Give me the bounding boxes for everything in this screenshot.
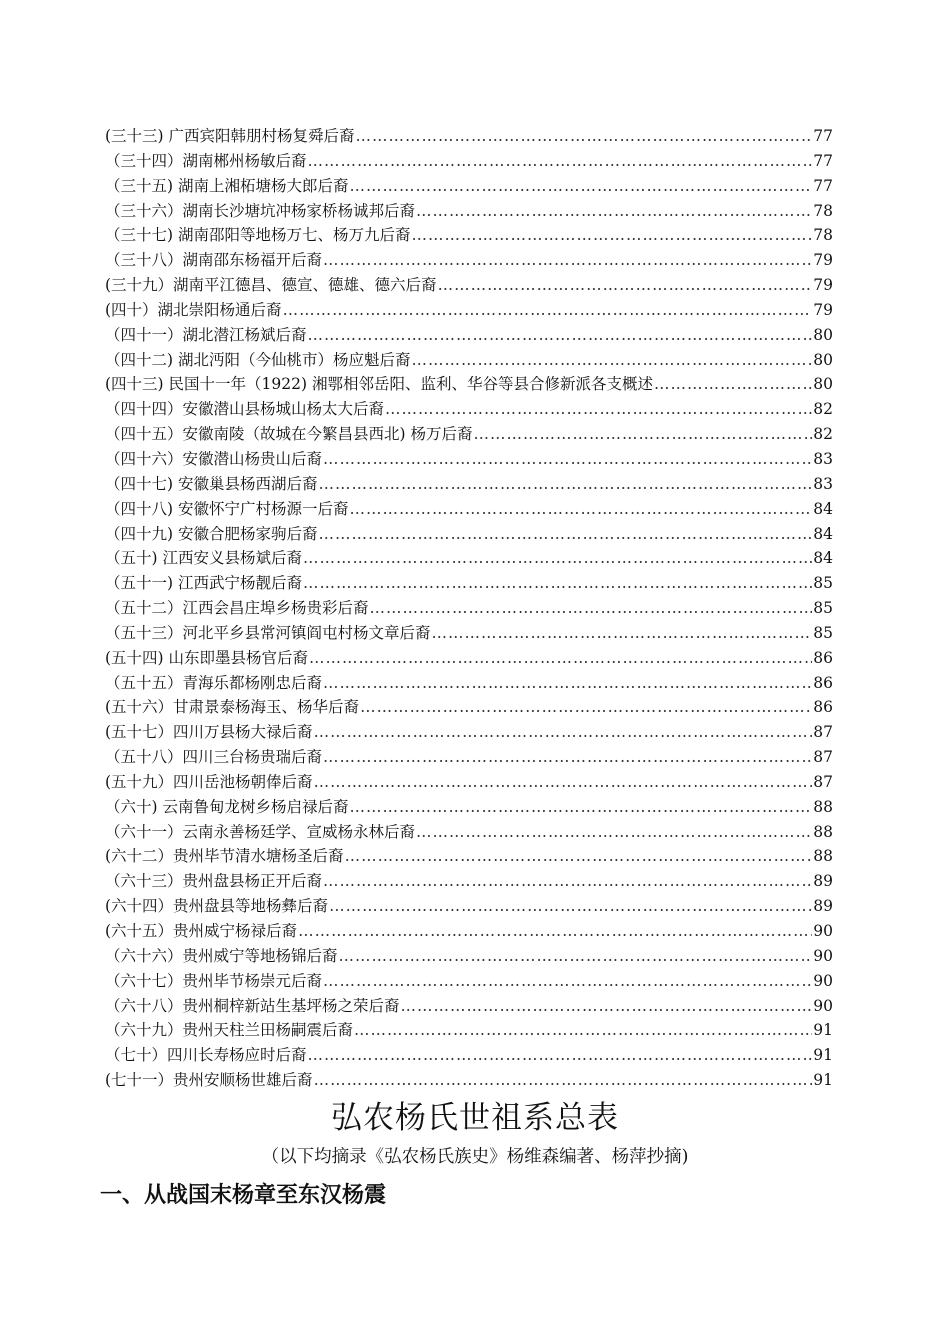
toc-entry (105, 199, 833, 224)
toc-entry-page: 90 (813, 996, 833, 1015)
toc-entry-page: 80 (813, 325, 833, 344)
toc-dot-leader (416, 820, 812, 845)
toc-entry-page: 88 (813, 822, 833, 841)
toc-dot-leader (308, 149, 813, 174)
toc-dot-leader (432, 621, 813, 646)
toc-entry-title: （五十) 江西安义县杨斌后裔 (105, 549, 302, 568)
toc-entry-page: 87 (813, 723, 833, 742)
toc-dot-leader (323, 745, 812, 770)
toc-entry-page: 77 (813, 151, 833, 170)
toc-entry (105, 273, 833, 298)
toc-entry-page: 85 (813, 599, 833, 618)
toc-entry (105, 422, 833, 447)
toc-dot-leader (401, 994, 813, 1019)
toc-entry-page: 77 (813, 176, 833, 195)
toc-entry (105, 646, 833, 671)
toc-entry-title: (七十一）贵州安顺杨世雄后裔 (105, 1071, 313, 1090)
toc-entry-title: （六十六）贵州威宁等地杨锦后裔 (105, 946, 338, 965)
toc-entry (105, 248, 833, 273)
toc-entry-page: 87 (813, 772, 833, 791)
toc-dot-leader (323, 447, 812, 472)
toc-dot-leader (323, 969, 812, 994)
toc-dot-leader (314, 1068, 813, 1093)
toc-entry-page: 85 (813, 623, 833, 642)
toc-entry-title: （四十一）湖北潜江杨斌后裔 (105, 325, 307, 344)
toc-entry (105, 1043, 833, 1068)
toc-entry-title: （四十七) 安徽巢县杨西湖后裔 (105, 474, 318, 493)
toc-entry (105, 621, 833, 646)
toc-dot-leader (318, 472, 812, 497)
toc-entry (105, 994, 833, 1019)
toc-entry (105, 1068, 833, 1093)
toc-entry-page: 83 (813, 474, 833, 493)
toc-entry-title: （六十) 云南鲁甸龙树乡杨启禄后裔 (105, 797, 349, 816)
toc-entry-title: (六十四）贵州盘县等地杨彝后裔 (105, 897, 329, 916)
toc-entry-page: 84 (813, 524, 833, 543)
toc-entry-page: 91 (813, 1071, 833, 1090)
toc-dot-leader (323, 869, 812, 894)
toc-entry (105, 1018, 833, 1043)
toc-entry-title: （五十五）青海乐都杨刚忠后裔 (105, 673, 323, 692)
toc-entry-title: （三十六）湖南长沙塘坑冲杨家桥杨诚邦后裔 (105, 201, 416, 220)
toc-dot-leader (303, 571, 812, 596)
toc-entry-title: （四十八) 安徽怀宁广村杨源一后裔 (105, 499, 349, 518)
toc-entry (105, 174, 833, 199)
toc-entry (105, 546, 833, 571)
toc-entry-page: 80 (813, 350, 833, 369)
toc-entry-title: （四十五）安徽南陵（故城在今繁昌县西北) 杨万后裔 (105, 425, 473, 444)
toc-dot-leader (323, 671, 812, 696)
toc-entry (105, 944, 833, 969)
toc-entry-page: 82 (813, 425, 833, 444)
toc-entry-page: 89 (813, 897, 833, 916)
toc-dot-leader (303, 546, 812, 571)
toc-dot-leader (354, 1018, 812, 1043)
toc-entry-title: (四十）湖北崇阳杨通后裔 (105, 300, 282, 319)
toc-dot-leader (360, 695, 812, 720)
toc-entry-page: 89 (813, 872, 833, 891)
toc-entry-page: 88 (813, 797, 833, 816)
toc-entry (105, 472, 833, 497)
toc-entry-page: 79 (813, 251, 833, 270)
toc-entry (105, 695, 833, 720)
toc-entry (105, 596, 833, 621)
toc-dot-leader (411, 348, 812, 373)
toc-entry-title: （七十）四川长寿杨应时后裔 (105, 1046, 307, 1065)
toc-dot-leader (298, 919, 812, 944)
toc-entry (105, 969, 833, 994)
toc-dot-leader (318, 522, 812, 547)
toc-dot-leader (308, 1043, 813, 1068)
toc-dot-leader (323, 248, 812, 273)
toc-dot-leader (349, 174, 812, 199)
toc-dot-leader (314, 770, 813, 795)
toc-entry-title: （三十八）湖南邵东杨福开后裔 (105, 251, 323, 270)
main-title: 弘农杨氏世祖系总表 (331, 1100, 619, 1136)
toc-entry (105, 720, 833, 745)
toc-dot-leader (329, 894, 812, 919)
toc-entry (105, 844, 833, 869)
toc-entry-page: 90 (813, 922, 833, 940)
toc-dot-leader (370, 596, 813, 621)
toc-dot-leader (308, 323, 813, 348)
toc-entry-title: （五十三）河北平乡县常河镇阎屯村杨文章后裔 (105, 623, 431, 642)
toc-entry-page: 90 (813, 946, 833, 965)
toc-entry-page: 77 (813, 127, 833, 145)
toc-entry-title: （三十五) 湖南上湘柘塘杨大郎后裔 (105, 176, 349, 195)
toc-entry (105, 348, 833, 373)
toc-entry-title: （六十七）贵州毕节杨崇元后裔 (105, 971, 323, 990)
toc-entry-title: （四十四）安徽潜山县杨城山杨太大后裔 (105, 400, 385, 419)
toc-dot-leader (411, 223, 812, 248)
toc-dot-leader (416, 199, 812, 224)
toc-entry-title: (五十六）甘肃景泰杨海玉、杨华后裔 (105, 698, 360, 717)
toc-entry (105, 149, 833, 174)
toc-dot-leader (438, 273, 813, 298)
toc-entry-page: 86 (813, 648, 833, 667)
toc-entry-title: （六十三）贵州盘县杨正开后裔 (105, 872, 323, 891)
toc-dot-leader (654, 372, 812, 397)
section-heading: 一、从战国末杨章至东汉杨震 (100, 1183, 387, 1208)
toc-entry (105, 323, 833, 348)
toc-dot-leader (283, 298, 813, 323)
toc-entry-title: (四十三) 民国十一年（1922) 湘鄂相邻岳阳、监利、华谷等县合修新派各支概述 (105, 375, 653, 394)
toc-entry-title: （六十九）贵州天柱兰田杨嗣震后裔 (105, 1021, 354, 1040)
toc-entry-title: (六十五）贵州威宁杨禄后裔 (105, 922, 298, 940)
toc-entry (105, 447, 833, 472)
toc-dot-leader (349, 497, 812, 522)
toc-entry (105, 497, 833, 522)
toc-entry-title: (六十二）贵州毕节清水塘杨圣后裔 (105, 847, 344, 866)
toc-entry-title: （三十四）湖南郴州杨敏后裔 (105, 151, 307, 170)
toc-entry-page: 78 (813, 201, 833, 220)
toc-dot-leader (339, 944, 813, 969)
toc-entry (105, 223, 833, 248)
toc-entry (105, 298, 833, 323)
toc-entry (105, 397, 833, 422)
toc-entry (105, 820, 833, 845)
toc-entry (105, 372, 833, 397)
toc-entry-title: (三十九）湖南平江德昌、德宣、德雄、德六后裔 (105, 276, 437, 295)
toc-entry-page: 80 (813, 375, 833, 394)
toc-entry-title: （五十八）四川三台杨贵瑞后裔 (105, 748, 323, 767)
toc-dot-leader (356, 124, 813, 149)
toc-dot-leader (314, 720, 813, 745)
toc-dot-leader (385, 397, 812, 422)
toc-entry-page: 78 (813, 226, 833, 245)
toc-entry-page: 86 (813, 698, 833, 717)
toc-entry-title: （五十一) 江西武宁杨靓后裔 (105, 574, 302, 593)
toc-entry-title: (五十九）四川岳池杨朝俸后裔 (105, 772, 313, 791)
table-of-contents (105, 124, 833, 1093)
toc-entry (105, 919, 833, 944)
toc-entry-page: 88 (813, 847, 833, 866)
toc-entry-page: 85 (813, 574, 833, 593)
toc-entry (105, 795, 833, 820)
toc-entry-page: 86 (813, 673, 833, 692)
toc-entry-title: （六十一）云南永善杨廷学、宣威杨永林后裔 (105, 822, 416, 841)
toc-dot-leader (345, 844, 813, 869)
toc-entry-title: （四十二) 湖北沔阳（今仙桃市）杨应魁后裔 (105, 350, 411, 369)
toc-entry (105, 522, 833, 547)
toc-entry-page: 91 (813, 1046, 833, 1065)
toc-entry-title: (五十七）四川万县杨大禄后裔 (105, 723, 313, 742)
toc-entry-page: 84 (813, 499, 833, 518)
toc-entry-title: (五十四) 山东即墨县杨官后裔 (105, 648, 309, 667)
toc-entry-page: 79 (813, 276, 833, 295)
toc-entry-page: 91 (813, 1021, 833, 1040)
toc-entry-title: (三十三) 广西宾阳韩朋村杨复舜后裔 (105, 127, 355, 145)
toc-dot-leader (349, 795, 812, 820)
toc-entry-page: 87 (813, 748, 833, 767)
toc-entry (105, 745, 833, 770)
toc-entry-page: 82 (813, 400, 833, 419)
toc-entry-page: 84 (813, 549, 833, 568)
toc-entry-page: 79 (813, 300, 833, 319)
subtitle: （以下均摘录《弘农杨氏族史》杨维森编著、杨萍抄摘) (261, 1147, 689, 1167)
toc-entry-title: （六十八）贵州桐梓新站生基坪杨之荣后裔 (105, 996, 400, 1015)
toc-entry (105, 894, 833, 919)
toc-dot-leader (473, 422, 812, 447)
toc-entry-title: （四十九) 安徽合肥杨家驹后裔 (105, 524, 318, 543)
toc-entry (105, 571, 833, 596)
toc-entry (105, 124, 833, 149)
toc-entry (105, 671, 833, 696)
toc-entry (105, 770, 833, 795)
toc-entry-title: （四十六）安徽潜山杨贵山后裔 (105, 449, 323, 468)
toc-dot-leader (309, 646, 812, 671)
toc-entry-page: 83 (813, 449, 833, 468)
toc-entry (105, 869, 833, 894)
toc-entry-page: 90 (813, 971, 833, 990)
toc-entry-title: （五十二）江西会昌庄埠乡杨贵彩后裔 (105, 599, 369, 618)
toc-entry-title: （三十七) 湖南邵阳等地杨万七、杨万九后裔 (105, 226, 411, 245)
